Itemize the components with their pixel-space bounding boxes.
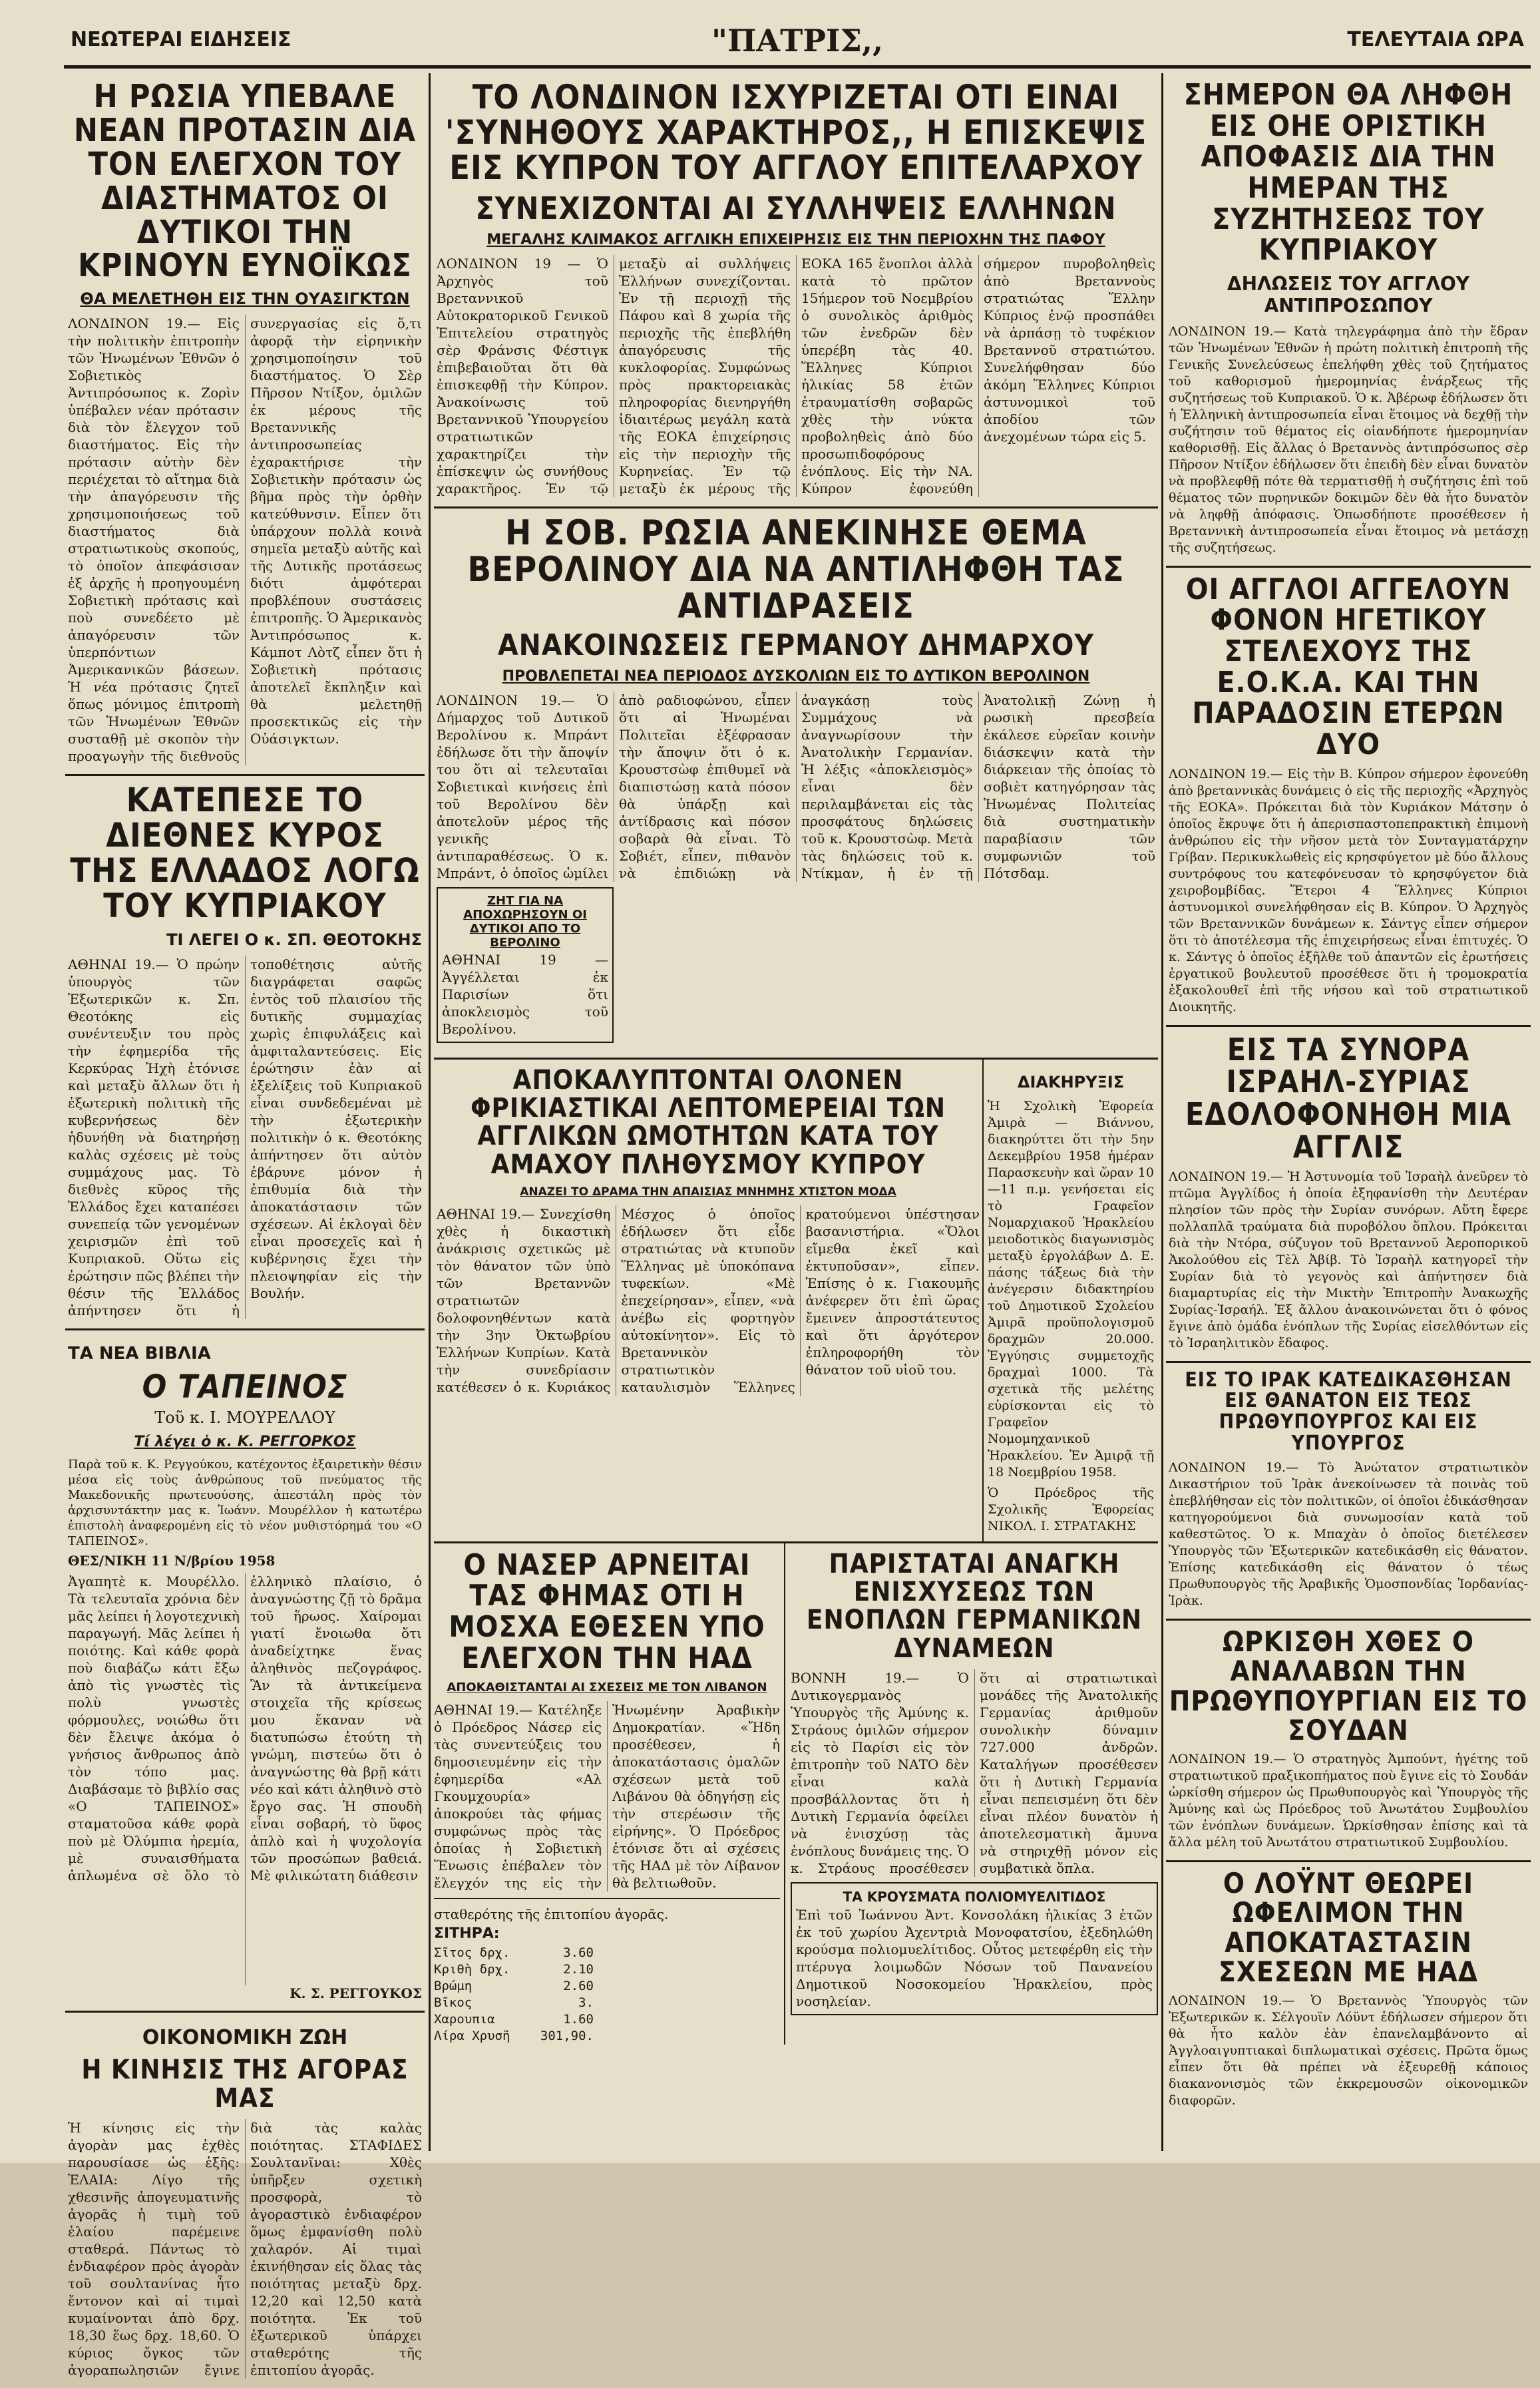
lower-left-stack xyxy=(434,1543,785,2045)
headline: ΠΑΡΙΣΤΑΤΑΙ ΑΝΑΓΚΗ ΕΝΙΣΧΥΣΕΩΣ ΤΩΝ ΕΝΟΠΛΩΝ ΓΕΡΜΑΝΙΚΩΝ ΔΥΝΑΜΕΩΝ xyxy=(806,1548,1143,1664)
price-table xyxy=(434,1945,594,2045)
newspaper-name: "ΠΑΤΡΙΣ,, xyxy=(711,23,883,59)
article-body: ΑΘΗΝΑΙ 19.— Ὁ πρώην ὑπουργὸς τῶν Ἐξωτερικῶν κ. Σπ. Θεοτόκης εἰς συνέντευξιν του πρὸς τὴν ἐφημερίδα τῆς Κερκύρας Ἠχὴ ἐτόνισε καὶ μεταξὺ ἄλλων ὅτι ἡ ἐξωτερικὴ πολιτικὴ τῆς κυβερνήσεως δὲν ἠδυνήθη νὰ διατηρήσῃ καλὰς σχέσεις μὲ τοὺς συμμάχους μας. Τὸ διεθνὲς κῦρος τῆς Ἑλλάδος ἔχει καταπέσει συνεπείᾳ τῶν γενομένων χειρισμῶν ἐπὶ τοῦ Κυπριακοῦ. Οὕτω εἰς ἐρώτησιν πῶς βλέπει τὴν θέσιν τῆς Ἑλλάδος ἀπήντησεν ὅτι ἡ τοποθέτησις αὐτῆς διαγράφεται σαφῶς ἐντὸς τοῦ πλαισίου τῆς δυτικῆς συμμαχίας χωρὶς ἐπιφυλάξεις καὶ ἀμφιταλαντεύσεις. Εἰς ἐρώτησιν ἐὰν αἱ ἐξελίξεις τοῦ Κυπριακοῦ εἶναι συνδεδεμέναι μὲ τὴν ἐξωτερικὴν πολιτικὴν ὁ κ. Θεοτόκης ἀπήντησεν ὅτι αὐτὸν ἐβάρυνε μόνον ἡ ἐπιθυμία διὰ τὴν ἀποκατάστασιν τῶν σχέσεων. Αἱ ἐκλογαὶ δὲν εἶναι προσεχεῖς καὶ ἡ κυβέρνησις ἔχει τὴν πλειοψηφίαν εἰς τὴν Βουλήν. xyxy=(68,956,422,1319)
subheadline: ΑΝΑΖΕΙ ΤΟ ΔΡΑΜΑ ΤΗΝ ΑΠΑΙΣΙΑΣ ΜΝΗΜΗΣ ΧΤΙΣΤΟΝ ΜΟΔΑ xyxy=(520,1185,896,1199)
berlin-sidebar xyxy=(437,887,614,1043)
article-cyprus-atrocities xyxy=(434,1060,982,1541)
masthead-right: ΤΕΛΕΥΤΑΙΑ ΩΡΑ xyxy=(1347,28,1524,51)
article-un-cyprus xyxy=(1166,73,1531,568)
headline: Ο ΛΟΫΝΤ ΘΕΩΡΕΙ ΩΦΕΛΙΜΟΝ ΤΗΝ ΑΠΟΚΑΤΑΣΤΑΣΙΝ ΣΧΕΣΕΩΝ ΜΕ ΗΑΔ xyxy=(1219,1866,1478,1989)
column-rule-1 xyxy=(429,73,431,2151)
article-body: ΑΘΗΝΑΙ 19.— Κατέληξε ὁ Πρόεδρος Νάσερ εἰς τὰς συνεντεύξεις του δημοσιευμένην εἰς τὴν ἐφημερίδα «Αλ Γκουμχουρία» ἀποκρούει τὰς φήμας συμφώνως πρὸς τὰς ὁποίας ἡ Σοβιετικὴ Ἕνωσις ἐπέβαλεν τὸν ἔλεγχόν της εἰς τὴν Ἡνωμένην Ἀραβικὴν Δημοκρατίαν. «Ἤδη προσέθεσεν, ἡ ἀποκατάστασις ὁμαλῶν σχέσεων μετὰ τοῦ Λιβάνου θὰ ὁδηγήσῃ εἰς τὴν στερέωσιν τῆς εἰρήνης». Ὁ Πρόεδρος ἐτόνισε ὅτι αἱ σχέσεις τῆς ΗΑΔ μὲ τὸν Λίβανον θὰ βελτιωθοῦν. xyxy=(434,1702,780,1891)
headline: ΚΑΤΕΠΕΣΕ ΤΟ ΔΙΕΘΝΕΣ ΚΥΡΟΣ ΤΗΣ ΕΛΛΑΔΟΣ ΛΟΓΩ ΤΟΥ ΚΥΠΡΙΑΚΟΥ xyxy=(70,781,420,926)
section-title: ΟΙΚΟΝΟΜΙΚΗ ΖΩΗ xyxy=(142,2026,348,2050)
price-row: Βρώμη 2.60 xyxy=(434,1979,594,1994)
article-cyprus-visit xyxy=(434,73,1158,508)
notice-body: Ἡ Σχολικὴ Ἐφορεία Ἀμιρὰ — Βιάννου, διακηρύττει ὅτι τὴν 5ην Δεκεμβρίου 1958 ἡμέραν Παρασκευὴν καὶ ὥραν 10—11 π.μ. γενήσεται εἰς τὸ Γραφεῖον Νομαρχιακοῦ Ἡρακλείου μειοδοτικὸς διαγωνισμὸς μεταξὺ ἐργολάβων Δ. Ε. πάσης τάξεως διὰ τὴν ἀνέγερσιν διδακτηρίου τοῦ Δημοτικοῦ Σχολείου Ἀμιρᾶ προϋπολογισμοῦ δραχμῶν 20.000. Ἐγγύησις συμμετοχῆς δραχμαὶ 1000. Τὰ σχετικὰ τῆς μελέτης εὑρίσκονται εἰς τὸ Γραφεῖον Νομομηχανικοῦ Ἡρακλείου. Ἐν Ἀμιρᾷ τῇ 18 Νοεμβρίου 1958. xyxy=(988,1098,1154,1480)
prices-intro: σταθερότης τῆς ἐπιτοπίου ἀγορᾶς. xyxy=(434,1906,669,1923)
headline: ΤΟ ΛΟΝΔΙΝΟΝ ΙΣΧΥΡΙΖΕΤΑΙ ΟΤΙ ΕΙΝΑΙ 'ΣΥΝΗΘΟΥΣ ΧΑΡΑΚΤΗΡΟΣ,, Η ΕΠΙΣΚΕΨΙΣ ΕΙΣ ΚΥΠΡΟΝ ΤΟΥ ΑΓΓΛΟΥ ΕΠΙΤΕΛΑΡΧΟΥ xyxy=(445,78,1147,187)
dateline: ΘΕΣ/ΝΙΚΗ 11 Ν/βρίου 1958 xyxy=(68,1553,276,1569)
headline-secondary: ΑΝΑΚΟΙΝΩΣΕΙΣ ΓΕΡΜΑΝΟΥ ΔΗΜΑΡΧΟΥ xyxy=(497,628,1094,663)
headline: ΩΡΚΙΣΘΗ ΧΘΕΣ Ο ΑΝΑΛΑΒΩΝ ΤΗΝ ΠΡΩΘΥΠΟΥΡΓΙΑΝ ΕΙΣ ΤΟ ΣΟΥΔΑΝ xyxy=(1169,1625,1528,1747)
subheadline: ΜΕΓΑΛΗΣ ΚΛΙΜΑΚΟΣ ΑΓΓΛΙΚΗ ΕΠΙΧΕΙΡΗΣΙΣ ΕΙΣ ΤΗΝ ΠΕΡΙΟΧΗΝ ΤΗΣ ΠΑΦΟΥ xyxy=(486,231,1105,248)
article-body: ΛΟΝΔΙΝΟΝ 19.— Κατὰ τηλεγράφημα ἀπὸ τὴν ἕδραν τῶν Ἡνωμένων Ἐθνῶν ἡ πρώτη πολιτικὴ ἐπιτροπὴ τῆς Γενικῆς Συνελεύσεως ἐπελήφθη χθὲς τοῦ ζητήματος τοῦ καθορισμοῦ ἡμερομηνίας ἐνάρξεως τῆς συζητήσεως τοῦ Κυπριακοῦ. Ὁ κ. Ἀβέρωφ ἐδήλωσεν ὅτι ἡ Ἑλληνικὴ ἀντιπροσωπεία εἶναι ἕτοιμος νὰ δεχθῇ τὴν συζήτησιν τοῦ θέματος εἰς οἱανδήποτε ἡμερομηνίαν καθορισθῇ. Εἰς ἄλλας ὁ Βρεταννὸς ἀντιπρόσωπος σὲρ Πῆρσον Ντίξον ἐδήλωσεν ὅτι ἐπειδὴ δὲν εἶναι δυνατὸν νὰ προβλεφθῇ πότε θὰ τερματισθῇ ἡ συζήτησις ἐπὶ τοῦ θέματος τῶν πυρηνικῶν δοκιμῶν δὲν θὰ ἦτο δυνατὸν νὰ ληφθῇ ἀπόφασις. Ὁπωσδήποτε προσέθεσεν ἡ Βρεταννικὴ ἀντιπροσωπεία εἶναι ἕτοιμος νὰ μετάσχῃ τῆς συζητήσεως. xyxy=(1169,323,1528,555)
article-berlin xyxy=(434,508,1158,1060)
intro: Παρὰ τοῦ κ. Κ. Ρεγγούκου, κατέχοντος ἐξαιρετικὴν θέσιν μέσα εἰς τοὺς ἀνθρώπους τοῦ πνεύματος τῆς Μακεδονικῆς πρωτευούσης, ἀπεστάλη πρὸς τὸν ἀρχισυντάκτην μας κ. Ἰωάνν. Μουρέλλον ἡ κατωτέρω ἐπιστολὴ ἀναφερομένη εἰς τὸ νέον μυθιστόρημά του «Ο ΤΑΠΕΙΝΟΣ». xyxy=(68,1458,422,1549)
article-sudan xyxy=(1166,1621,1531,1862)
notice-signature: Ὁ Πρόεδρος τῆς Σχολικῆς Ἐφορείας ΝΙΚΟΛ. Ι. ΣΤΡΑΤΑΚΗΣ xyxy=(988,1485,1154,1533)
article-german-forces xyxy=(785,1543,1158,2045)
article-body: ΛΟΝΔΙΝΟΝ 19.— Ὁ στρατηγὸς Ἀμπούντ, ἡγέτης τοῦ στρατιωτικοῦ πραξικοπήματος ποὺ ἔγινε εἰς τὸ Σουδάν ὡρκίσθη σήμερον ὡς Πρωθυπουργὸς καὶ Ὑπουργὸς τῆς Ἀμύνης καὶ ὡς Πρόεδρος τοῦ Ἀνωτάτου Συμβουλίου τῶν ἐνόπλων δυνάμεων. Ὡρκίσθησαν ἐπίσης καὶ τὰ ἄλλα μέλη τοῦ Ἀνωτάτου στρατιωτικοῦ Συμβουλίου. xyxy=(1169,1751,1528,1850)
notice-tender xyxy=(982,1060,1158,1541)
headline: Ο ΤΑΠΕΙΝΟΣ xyxy=(142,1368,348,1406)
right-column xyxy=(1166,73,1531,2151)
article-russia-space xyxy=(65,73,425,776)
price-row: Λίρα Χρυσῆ 301,90. xyxy=(434,2029,594,2044)
subheadline: ΠΡΟΒΛΕΠΕΤΑΙ ΝΕΑ ΠΕΡΙΟΔΟΣ ΔΥΣΚΟΛΙΩΝ ΕΙΣ ΤΟ ΔΥΤΙΚΟΝ ΒΕΡΟΛΙΝΟΝ xyxy=(502,668,1090,685)
sidebar-body: ΑΘΗΝΑΙ 19 — Ἀγγέλλεται ἐκ Παρισίων ὅτι ἀποκλεισμὸς τοῦ Βερολίνου. xyxy=(442,951,608,1037)
subheadline: ΔΗΛΩΣΕΙΣ ΤΟΥ ΑΓΓΛΟΥ ΑΝΤΙΠΡΟΣΩΠΟΥ xyxy=(1227,272,1470,317)
subheadline: ΑΠΟΚΑΘΙΣΤΑΝΤΑΙ ΑΙ ΣΧΕΣΕΙΣ ΜΕ ΤΟΝ ΛΙΒΑΝΟΝ xyxy=(447,1681,767,1695)
cyprus-atrocities-row xyxy=(434,1060,1158,1543)
center-column xyxy=(434,73,1158,2151)
headline: Η ΡΩΣΙΑ ΥΠΕΒΑΛΕ ΝΕΑΝ ΠΡΟΤΑΣΙΝ ΔΙΑ ΤΟΝ ΕΛΕΓΧΟΝ ΤΟΥ ΔΙΑΣΤΗΜΑΤΟΣ ΟΙ ΔΥΤΙΚΟΙ ΤΗΝ ΚΡΙΝΟΥΝ ΕΥΝΟΪΚΩΣ xyxy=(73,78,417,285)
author: Τοῦ κ. Ι. ΜΟΥΡΕΛΛΟΥ xyxy=(154,1408,335,1428)
headline-secondary: ΣΥΝΕΧΙΖΟΝΤΑΙ ΑΙ ΣΥΛΛΗΨΕΙΣ ΕΛΛΗΝΩΝ xyxy=(475,190,1117,226)
headline: ΣΗΜΕΡΟΝ ΘΑ ΛΗΦΘΗ ΕΙΣ ΟΗΕ ΟΡΙΣΤΙΚΗ ΑΠΟΦΑΣΙΣ ΔΙΑ ΤΗΝ ΗΜΕΡΑΝ ΤΗΣ ΣΥΖΗΤΗΣΕΩΣ ΤΟΥ ΚΥΠΡΙΑΚΟΥ xyxy=(1183,78,1513,268)
subheadline: Τί λέγει ὁ κ. Κ. ΡΕΓΓΟΡΚΟΣ xyxy=(134,1434,356,1451)
article-nasser xyxy=(434,1547,780,1899)
article-greece-prestige xyxy=(65,776,425,1330)
headline: ΕΙΣ ΤΑ ΣΥΝΟΡΑ ΙΣΡΑΗΛ-ΣΥΡΙΑΣ ΕΔΟΛΟΦΟΝΗΘΗ ΜΙΑ ΑΓΓΛΙΣ xyxy=(1185,1031,1512,1165)
column-rule-2 xyxy=(1161,73,1163,2151)
notice-title: ΔΙΑΚΗΡΥΞΙΣ xyxy=(1017,1072,1125,1092)
masthead-left: ΝΕΩΤΕΡΑΙ ΕΙΔΗΣΕΙΣ xyxy=(71,28,291,51)
article-iraq xyxy=(1166,1363,1531,1621)
article-eoka xyxy=(1166,568,1531,1027)
price-row: Σῖτος δρχ. 3.60 xyxy=(434,1945,594,1961)
article-israel-syria xyxy=(1166,1027,1531,1363)
article-body: Ἡ κίνησις εἰς τὴν ἀγορὰν μας ἐχθὲς παρουσίασε ὡς ἑξῆς: ἘΛΑΙΑ: Λίγο τῆς χθεσινῆς ἀπογευματινῆς ἀγορᾶς ἡ τιμὴ τοῦ ἐλαίου παρέμεινε σταθερά. Πάντως τὸ ἐνδιαφέρον πρὸς ἀγορὰν τοῦ σουλτανίνας ἦτο ἔντονον καὶ αἱ τιμαὶ κυμαίνονται ἀπὸ δρχ. 18,30 ἕως δρχ. 18,60. Ὁ κύριος ὄγκος τῶν ἀγοραπωλησιῶν ἔγινε διὰ τὰς καλὰς ποιότητας. ΣΤΑΦΙΔΕΣ Σουλτανῖναι: Χθὲς ὑπῆρξεν σχετικὴ προσφορὰ, τὸ ἀγοραστικὸ ἐνδιαφέρον ὅμως ἐμφανίσθη πολὺ χαλαρόν. Αἱ τιμαὶ ἐκινήθησαν εἰς ὅλας τὰς ποιότητας μεταξὺ δρχ. 12,20 καὶ 12,50 κατὰ ποιότητα. Ἐκ τοῦ ἐξωτερικοῦ ὑπάρχει σταθερότης τῆς ἐπιτοπίου ἀγορᾶς. xyxy=(68,2119,422,2378)
section-title: ΤΑ ΝΕΑ ΒΙΒΛΙΑ xyxy=(68,1344,211,1364)
price-row: Χαρουπια 1.60 xyxy=(434,2012,594,2027)
article-lloyd xyxy=(1166,1862,1531,2118)
article-body: ΛΟΝΔΙΝΟΝ 19.— Εἰς τὴν Β. Κύπρον σήμερον ἐφονεύθη ἀπὸ βρεταννικὰς δυνάμεις ὁ εἰς τῆς περιοχῆς «Ἀρχηγὸς τῆς ΕΟΚΑ». Πρόκειται διὰ τὸν Κυριάκον Μάτσην ὁ ὁποῖος ἔκρυψε ὅτι ἡ ἀπερισπαστοπεπρακτικὴ ἐπιμονὴ ἀνθρώπου εἰς τὴν νῆσον μετὰ τὸν Συνταγματάρχην Γρίβαν. Περικυκλωθεὶς εἰς κρησφύγετον μὲ δύο ἄλλους συντρόφους του κατεφόνευσαν τὸ κρησφύγετον διὰ χειροβομβίδας. Ἕτεροι 4 Ἕλληνες Κύπριοι ἀστυνομικοὶ συνελήφθησαν εἰς Β. Κύπρον. Ὁ Ἀρχηγὸς τῶν Βρεταννικῶν δυνάμεων κ. Σάντγς εἶπεν σήμερον ὅτι τὸ ἀποτέλεσμα τῆς ἐπιχειρήσεως εἶναι ἐπιτυχές. Ὁ κ. Σάντγς ὁ ὁποῖος ἐξῆλθε τοῦ ἀπαντῶν εἰς ἐρωτήσεις ἐργατικοῦ βουλευτοῦ προσέθεσε ὅτι ἡ τρομοκρατία ἐξακολουθεῖ ἐπὶ τῆς νήσου καὶ τοῦ στρατιωτικοῦ Διοικητῆς. xyxy=(1169,766,1528,1014)
article-body: ΛΟΝΔΙΝΟΝ 19.— Εἰς τὴν πολιτικὴν ἐπιτροπὴν τῶν Ἡνωμένων Ἐθνῶν ὁ Σοβιετικὸς Ἀντιπρόσωπος κ. Ζορὶν ὑπέβαλεν νέαν πρότασιν διὰ τὸν ἔλεγχον τοῦ διαστήματος. Εἰς τὴν πρότασιν αὐτὴν δὲν περιέχεται τὸ αἴτημα διὰ τὴν ἀπαγόρευσιν τῆς χρησιμοποιήσεως τοῦ διαστήματος διὰ στρατιωτικοὺς σκοπούς, τὸ ὁποῖον ἀπεφάσισαν ἐξ ἀρχῆς ἡ προηγουμένη Σοβιετικὴ πρότασις καὶ ποὺ συνεδέετο μὲ ἀπαγόρευσιν τῶν ὑπερπόντιων Ἀμερικανικῶν βάσεων. Ἡ νέα πρότασις ζητεῖ ὅπως μόνιμος ἐπιτροπὴ τῶν Ἡνωμένων Ἐθνῶν συσταθῇ μὲ σκοπὸν τὴν προαγωγὴν τῆς διεθνοῦς συνεργασίας εἰς ὅ,τι ἀφορᾷ τὴν εἰρηνικὴν χρησιμοποίησιν τοῦ διαστήματος. Ὁ Σὲρ Πῆρσον Ντίξον, ὁμιλῶν ἐκ μέρους τῆς Βρεταννικῆς ἀντιπροσωπείας ἐχαρακτήρισε τὴν Σοβιετικὴν πρότασιν ὡς βῆμα πρὸς τὴν ὀρθὴν κατεύθυνσιν. Εἶπεν ὅτι ὑπάρχουν πολλὰ κοινὰ σημεῖα μεταξὺ αὐτῆς καὶ τῆς Δυτικῆς προτάσεως διότι ἀμφότεραι προβλέπουν συστάσεις ἐπιτροπῆς. Ὁ Ἀμερικανὸς Ἀντιπρόσωπος κ. Κάμποτ Λὸτζ εἶπεν ὅτι ἡ Σοβιετικὴ πρότασις ἀποτελεῖ ἔκπληξιν καὶ θὰ μελετηθῇ προσεκτικῶς εἰς τὴν Οὐάσιγκτων. xyxy=(68,315,422,765)
grain-prices xyxy=(434,1899,780,2045)
article-body: Ἀγαπητὲ κ. Μουρέλλο. Τὰ τελευταῖα χρόνια δὲν μᾶς λείπει ἡ λογοτεχνικὴ παραγωγή. Μᾶς λείπει ἡ ποιότης. Καὶ κάθε φορὰ ποὺ διαβάζω κάτι ἔξω ἀπὸ τὶς γνωστὲς τὶς πολὺ γνωστὲς φόρμουλες, νοιώθω ὅτι δὲν ἔλειψε ἀκόμα ὁ γνήσιος ἄνθρωπος ἀπὸ τὸν τόπο μας. Διαβάσαμε τὸ βιβλίο σας «Ο ΤΑΠΕΙΝΟΣ» σταματοῦσα κάθε φορὰ ποὺ μὲ Ὀλύμπια ἠρεμία, μὲ συναισθήματα ἁπλωμένα σὲ ὅλο τὸ ἐλληνικὸ πλαίσιο, ὁ ἀναγνώστης ζῇ τὸ δρᾶμα τοῦ ἥρωος. Χαίρομαι γιατί ἔνοιωθα ὅτι ἀναδείχτηκε ἕνας ἀληθινὸς πεζογράφος. Ἂν τὰ ἀντικείμενα στοιχεῖα τῆς κρίσεως μου ἔκαναν νὰ διατυπώσω ἐτούτη τὴ γνώμη, πιστεύω ὅτι ὁ ἀναγνώστης θὰ βρῇ κάτι νέο καὶ κάτι ἀληθινὸ στὸ ἔργο σας. Ἡ σπουδὴ εἶναι σοβαρή, τὸ ὕφος ἀπλὸ καὶ ἡ ψυχολογία τῶν προσώπων βαθειά. Μὲ φιλικώτατη διάθεσιν xyxy=(68,1573,422,1884)
article-new-books xyxy=(65,1330,425,2013)
article-body: ΒΟΝΝΗ 19.— Ὁ Δυτικογερμανὸς Ὑπουργὸς τῆς Ἀμύνης κ. Στράους ὁμιλῶν σήμερον εἰς τὸ Παρίσι εἰς τὸν ἐπιτροπὴν τοῦ ΝΑΤΟ δὲν εἶναι καλὰ προσβάλλοντας ὅτι ἡ Δυτικὴ Γερμανία ὀφείλει νὰ ἐνισχύσῃ τὰς ἐνόπλους δυνάμεις της. Ὁ κ. Στράους προσέθεσεν ὅτι αἱ στρατιωτικαὶ μονάδες τῆς Ἀνατολικῆς Γερμανίας ἀριθμοῦν συνολικὴν δύναμιν 727.000 ἀνδρῶν. Καταλήγων προσέθεσεν ὅτι ἡ Δυτικὴ Γερμανία εἶναι πεπεισμένη ὅτι δὲν εἶναι πλέον δυνατὸν ἡ ἀποτελεσματικὴ ἄμυνα νὰ στηριχθῇ μόνον εἰς συμβατικὰ ὅπλα. xyxy=(791,1670,1158,1877)
article-body: ΛΟΝΔΙΝΟΝ 19 — Ὁ Ἀρχηγὸς τοῦ Βρεταννικοῦ Αὐτοκρατορικοῦ Γενικοῦ Ἐπιτελείου στρατηγὸς σὲρ Φράνσις Φέστιγκ ἐπιβεβαιοῦται ὅτι θὰ ἐπισκεφθῇ τὴν Κύπρον. Ἀνακοίνωσις τοῦ Βρεταννικοῦ Ὑπουργείου στρατιωτικῶν χαρακτηρίζει τὴν ἐπίσκεψιν ὡς συνήθους χαρακτῆρος. Ἐν τῷ μεταξὺ αἱ συλλήψεις Ἑλλήνων συνεχίζονται. Ἐν τῇ περιοχῇ τῆς Πάφου καὶ 8 χωρία τῆς περιοχῆς τῆς ἐπεβλήθη ἀπαγόρευσις τῆς κυκλοφορίας. Συμφώνως πρὸς πρακτορειακὰς πληροφορίας διενηργήθη ἰδιαιτέρως μεγάλη κατὰ τῆς ΕΟΚΑ ἐπιχείρησις εἰς τὴν περιοχὴν τῆς Κυρηνείας. Ἐν τῷ μεταξὺ ἐκ μέρους τῆς ΕΟΚΑ 165 ἔνοπλοι ἀλλὰ κατὰ τὸ πρῶτον 15ήμερον τοῦ Νοεμβρίου ὁ συνολικὸς ἀριθμὸς τῶν ἐνεδρῶν δὲν ὑπερέβη τὰς 40. Ἕλληνες Κύπριοι ἡλικίας 58 ἐτῶν ἐτραυματίσθη σοβαρῶς χθὲς τὴν νύκτα προβοληθεὶς ἀπὸ δύο προσωπιδοφόρους ἐνόπλους. Εἰς τὴν ΝΑ. Κύπρον ἐφονεύθη σήμερον πυροβοληθεὶς ἀπὸ Βρεταννοὺς στρατιώτας Ἕλλην Κύπριος ἐνῷ προσπάθει νὰ ἀρπάσῃ τὸ τυφέκιον Βρεταννοῦ στρατιώτου. Συνελήφθησαν δύο ἀκόμη Ἕλληνες Κύπριοι ἀστυνομικοὶ τοῦ ἀποδίου τῶν ἀνεχομένων τώρα εἰς 5. xyxy=(437,255,1155,497)
polio-box xyxy=(791,1882,1158,2015)
masthead xyxy=(64,19,1531,69)
subheadline: ΤΙ ΛΕΓΕΙ Ο κ. ΣΠ. ΘΕΟΤΟΚΗΣ xyxy=(166,930,422,950)
headline: ΑΠΟΚΑΛΥΠΤΟΝΤΑΙ ΟΛΟΝΕΝ ΦΡΙΚΙΑΣΤΙΚΑΙ ΛΕΠΤΟΜΕΡΕΙΑΙ ΤΩΝ ΑΓΓΛΙΚΩΝ ΩΜΟΤΗΤΩΝ ΚΑΤΑ ΤΟΥ ΑΜΑΧΟΥ ΠΛΗΘΥΣΜΟΥ ΚΥΠΡΟΥ xyxy=(470,1064,946,1180)
headline: ΟΙ ΑΓΓΛΟΙ ΑΓΓΕΛΟΥΝ ΦΟΝΟΝ ΗΓΕΤΙΚΟΥ ΣΤΕΛΕΧΟΥΣ ΤΗΣ Ε.Ο.Κ.Α. ΚΑΙ ΤΗΝ ΠΑΡΑΔΟΣΙΝ ΕΤΕΡΩΝ ΔΥΟ xyxy=(1185,572,1511,761)
price-row: Κριθὴ δρχ. 2.10 xyxy=(434,1962,594,1977)
lower-center-row xyxy=(434,1543,1158,2045)
subheadline: ΘΑ ΜΕΛΕΤΗΘΗ ΕΙΣ ΤΗΝ ΟΥΑΣΙΓΚΤΩΝ xyxy=(80,290,410,309)
prices-title: ΣΙΤΗΡΑ: xyxy=(434,1925,500,1943)
article-body: ΛΟΝΔΙΝΟΝ 19.— Ἡ Ἀστυνομία τοῦ Ἰσραὴλ ἀνεῦρεν τὸ πτῶμα Ἀγγλίδος ἡ ὁποία ἐξηφανίσθη τὴν Δευτέραν πλησίον τῶν πρὸς τὴν Συρίαν συνόρων. Αὕτη ἔφερε πολλαπλᾶ τραύματα διὰ πυροβόλου ὅπλου. Πρόκειται διὰ τὴν Ντόρα, σύζυγον τοῦ Βρεταννοῦ Ἀεροπορικοῦ Ἀκολούθου εἰς Τὲλ Ἀβίβ. Τὸ Ἰσραὴλ κατηγορεῖ τὴν Συρίαν διὰ τὸ γεγονὸς καὶ ἀπήντησεν διὰ διαμαρτυρίας εἰς τὴν Μικτὴν Ἐπιτροπὴν Ἀνακωχῆς Συρίας-Ἰσραήλ. Ἐξ ἄλλου ἀνακοινώνεται ὅτι ὁ φόνος ἔγινε ἀπὸ ὁμάδα ἐνόπλων τῆς Συρίας εἰσελθόντων εἰς τὸ Ἰσραηλιτικὸν ἔδαφος. xyxy=(1169,1169,1528,1350)
box-body: Ἐπὶ τοῦ Ἰωάννου Ἀντ. Κονσολάκη ἡλικίας 3 ἐτῶν ἐκ τοῦ χωρίου Ἀχεντριὰ Μονοφατσίου, ἐξεδηλώθη κρούσμα πολιομυελίτιδος. Οὗτος μετεφέρθη εἰς τὴν πτέρυγα λοιμωδῶν Νόσων τοῦ Πανανείου Δημοτικοῦ Νοσοκομείου Ἡρακλείου, πρὸς νοσηλείαν. xyxy=(796,1907,1153,2010)
headline: Η ΚΙΝΗΣΙΣ ΤΗΣ ΑΓΟΡΑΣ ΜΑΣ xyxy=(81,2055,409,2114)
article-body: ΛΟΝΔΙΝΟΝ 19.— Ὁ Βρεταννὸς Ὑπουργὸς τῶν Ἐξωτερικῶν κ. Σέλγουϊν Λόϋντ ἐδήλωσεν σήμερον ὅτι θὰ ἦτο καλὸν ἐὰν ἐπανελαμβάνοντο αἱ Ἀγγλοαιγυπτιακαὶ διπλωματικαὶ σχέσεις. Πρῶτα ὅμως εἶπεν ὅτι θὰ πρέπει νὰ ἐξευρεθῇ κάποιος διακανονισμὸς τῶν ἐκκρεμουσῶν οἰκονομικῶν διαφορῶν. xyxy=(1169,1993,1528,2108)
article-body: ΛΟΝΔΙΝΟΝ 19.— Τὸ Ἀνώτατον στρατιωτικὸν Δικαστήριον τοῦ Ἰρὰκ ἀνεκοίνωσεν τὰ ποινὰς τοῦ ἐπεβλήθησαν εἰς τὸν πολιτικῶν, οἱ ὁποῖοι ἐδικάσθησαν κατηγορούμενοι διὰ συνωμοσίαν κατὰ τοῦ καθεστῶτος. Ὁ κ. Μπαχὰν ὁ ὁποῖος διετέλεσεν Ὑπουργὸς τῶν Ἐξωτερικῶν κατεδικάσθη εἰς θάνατον. Ἐπίσης κατεδικάσθη εἰς θάνατον ὁ τέως Πρωθυπουργὸς τῆς Ἀραβικῆς Ὁμοσπονδίας Ἰορδανίας-Ἰρὰκ. xyxy=(1169,1460,1528,1608)
article-body: ΑΘΗΝΑΙ 19.— Συνεχίσθη χθὲς ἡ δικαστικὴ ἀνάκρισις σχετικῶς μὲ τὸν θάνατον τῶν ὑπὸ τῶν Βρεταννῶν στρατιωτῶν δολοφονηθέντων κατὰ τὴν 3ην Ὀκτωβρίου Ἑλλήνων Κυπρίων. Κατὰ τὴν συνεδρίασιν κατέθεσεν ὁ κ. Κυριάκος Μέσχος ὁ ὁποῖος ἐδήλωσεν ὅτι εἶδε στρατιώτας νὰ κτυποῦν Ἕλληνας μὲ ὑποκόπανα τυφεκίων. «Μὲ ἐπεχείρησαν», εἶπεν, «νὰ ἀνέβω εἰς φορτηγὸν αὐτοκίνητον». Εἰς τὸ Βρεταννικὸν στρατιωτικὸν καταυλισμὸν Ἕλληνες κρατούμενοι ὑπέστησαν βασανιστήρια. «Ὅλοι εἴμεθα ἐκεῖ καὶ ἐκτυποῦσαν», εἶπεν. Ἐπίσης ὁ κ. Γιακουμῆς ἀνέφερεν ὅτι ἐπὶ ὥρας ἔμεινεν ἀπροστάτευτος καὶ ὅτι ἀργότερον ἐπληροφορήθη τὸν θάνατον τοῦ υἱοῦ του. xyxy=(437,1206,980,1396)
sidebar-title: ΖΗΤ ΓΙΑ ΝΑ ΑΠΟΧΩΡΗΣΟΥΝ ΟΙ ΔΥΤΙΚΟΙ ΑΠΟ ΤΟ ΒΕΡΟΛΙΝΟ xyxy=(463,893,587,950)
headline: Η ΣΟΒ. ΡΩΣΙΑ ΑΝΕΚΙΝΗΣΕ ΘΕΜΑ ΒΕΡΟΛΙΝΟΥ ΔΙΑ ΝΑ ΑΝΤΙΛΗΦΘΗ ΤΑΣ ΑΝΤΙΔΡΑΣΕΙΣ xyxy=(467,512,1125,626)
article-body: ΛΟΝΔΙΝΟΝ 19.— Ὁ Δήμαρχος τοῦ Δυτικοῦ Βερολίνου κ. Μπράντ ἐδήλωσε ὅτι τὴν ἄποψίν του ὅτι αἱ τελευταῖαι Σοβιετικαὶ κινήσεις ἐπὶ τοῦ Βερολίνου δὲν ἀποτελοῦν μέρος τῆς γενικῆς ἀντιπαραθέσεως. Ὁ κ. Μπράντ, ὁ ὁποῖος ὡμίλει ἀπὸ ραδιοφώνου, εἶπεν ὅτι αἱ Ἡνωμέναι Πολιτεῖαι ἐξέφρασαν τὴν ἄποψιν ὅτι ὁ κ. Κρουστσὼφ ἐπιθυμεῖ νὰ διαπιστώσῃ κατὰ πόσον θὰ ὑπάρξῃ καὶ ἀντίδρασις καὶ πόσον σοβαρὰ θὰ εἶναι. Τὸ Σοβιέτ, εἶπεν, πιθανὸν νὰ ἐπιδιώκῃ νὰ ἀναγκάσῃ τοὺς Συμμάχους νὰ ἀναγνωρίσουν τὴν Ἀνατολικὴν Γερμανίαν. Ἡ λέξις «ἀποκλεισμὸς» εἶναι δὲν περιλαμβάνεται εἰς τὰς προσφάτους δηλώσεις τοῦ κ. Κρουστσὼφ. Μετὰ τὰς δηλώσεις τοῦ κ. Ντίκμαν, ἡ ἐν τῇ Ἀνατολικῇ Ζώνῃ ἡ ρωσικὴ πρεσβεία ἐκάλεσε εὐρεῖαν κοινὴν διάσκεψιν κατὰ τὴν διάρκειαν τῆς ὁποίας τὸ σοβιὲτ κατηγόρησαν τὰς Ἡνωμένας Πολιτείας διὰ συστηματικὴν παραβίασιν τῶν συμφωνιῶν τοῦ Πότσδαμ. xyxy=(437,692,1155,881)
headline: Ο ΝΑΣΕΡ ΑΡΝΕΙΤΑΙ ΤΑΣ ΦΗΜΑΣ ΟΤΙ Η ΜΟΣΧΑ ΕΘΕΣΕΝ ΥΠΟ ΕΛΕΓΧΟΝ ΤΗΝ ΗΑΔ xyxy=(449,1547,765,1675)
signature: Κ. Σ. ΡΕΓΓΟΥΚΟΣ xyxy=(289,1985,422,2002)
headline: ΕΙΣ ΤΟ ΙΡΑΚ ΚΑΤΕΔΙΚΑΣΘΗΣΑΝ ΕΙΣ ΘΑΝΑΤΟΝ ΕΙΣ ΤΕΩΣ ΠΡΩΘΥΠΟΥΡΓΟΣ ΚΑΙ ΕΙΣ ΥΠΟΥΡΓΟΣ xyxy=(1185,1368,1512,1455)
left-column xyxy=(65,73,425,2378)
box-title: ΤΑ ΚΡΟΥΣΜΑΤΑ ΠΟΛΙΟΜΥΕΛΙΤΙΔΟΣ xyxy=(843,1889,1106,1905)
price-row: Βῖκος 3. xyxy=(434,1995,594,2011)
article-market xyxy=(65,2013,425,2388)
